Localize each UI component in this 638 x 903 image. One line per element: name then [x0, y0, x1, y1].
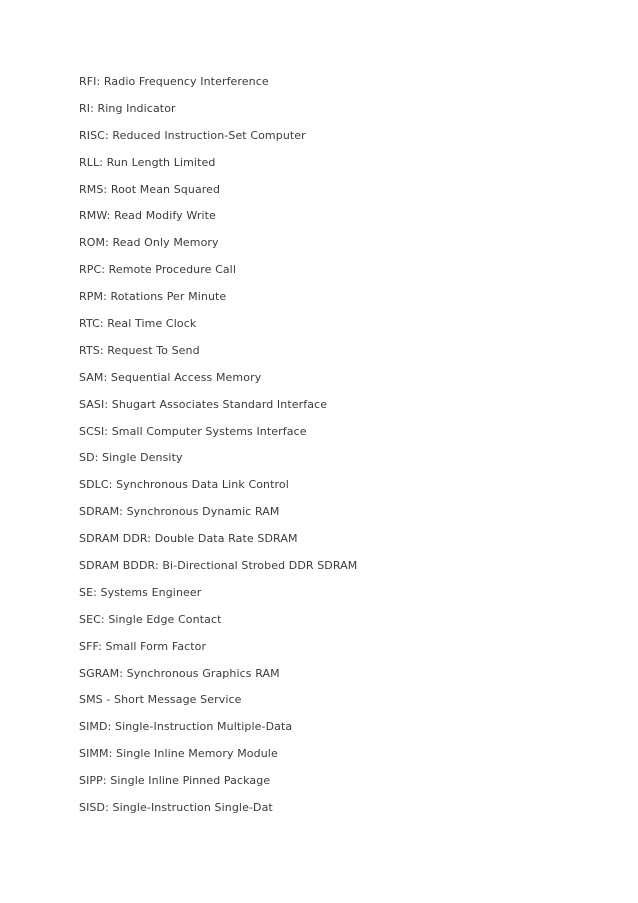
list-item: SFF: Small Form Factor: [79, 639, 207, 653]
list-item: SDRAM DDR: Double Data Rate SDRAM: [79, 532, 298, 546]
list-item: RI: Ring Indicator: [79, 101, 176, 115]
list-item: RPM: Rotations Per Minute: [79, 290, 227, 304]
list-item: SDLC: Synchronous Data Link Control: [79, 478, 289, 492]
list-item: RTC: Real Time Clock: [79, 317, 197, 331]
list-item: SISD: Single-Instruction Single-Dat: [79, 801, 273, 815]
list-item: RISC: Reduced Instruction-Set Computer: [79, 128, 306, 142]
list-item: SIMM: Single Inline Memory Module: [79, 747, 278, 761]
list-item: SIMD: Single-Instruction Multiple-Data: [79, 720, 293, 734]
list-item: SAM: Sequential Access Memory: [79, 370, 262, 384]
list-item: SDRAM BDDR: Bi-Directional Strobed DDR SDRAM: [79, 559, 358, 573]
list-item: RLL: Run Length Limited: [79, 155, 216, 169]
acronym-list: [79, 75, 357, 828]
list-item: SIPP: Single Inline Pinned Package: [79, 774, 271, 788]
list-item: SGRAM: Synchronous Graphics RAM: [79, 666, 280, 680]
list-item: RPC: Remote Procedure Call: [79, 263, 236, 277]
list-item: SD: Single Density: [79, 451, 183, 465]
list-item: SEC: Single Edge Contact: [79, 612, 222, 626]
list-item: RTS: Request To Send: [79, 343, 200, 357]
list-item: RMW: Read Modify Write: [79, 209, 216, 223]
list-item: SASI: Shugart Associates Standard Interface: [79, 397, 328, 411]
list-item: SMS - Short Message Service: [79, 693, 242, 707]
list-item: ROM: Read Only Memory: [79, 236, 219, 250]
list-item: RFI: Radio Frequency Interference: [79, 75, 269, 88]
list-item: SCSI: Small Computer Systems Interface: [79, 424, 307, 438]
list-item: SE: Systems Engineer: [79, 585, 202, 599]
list-item: SDRAM: Synchronous Dynamic RAM: [79, 505, 280, 519]
list-item: RMS: Root Mean Squared: [79, 182, 221, 196]
